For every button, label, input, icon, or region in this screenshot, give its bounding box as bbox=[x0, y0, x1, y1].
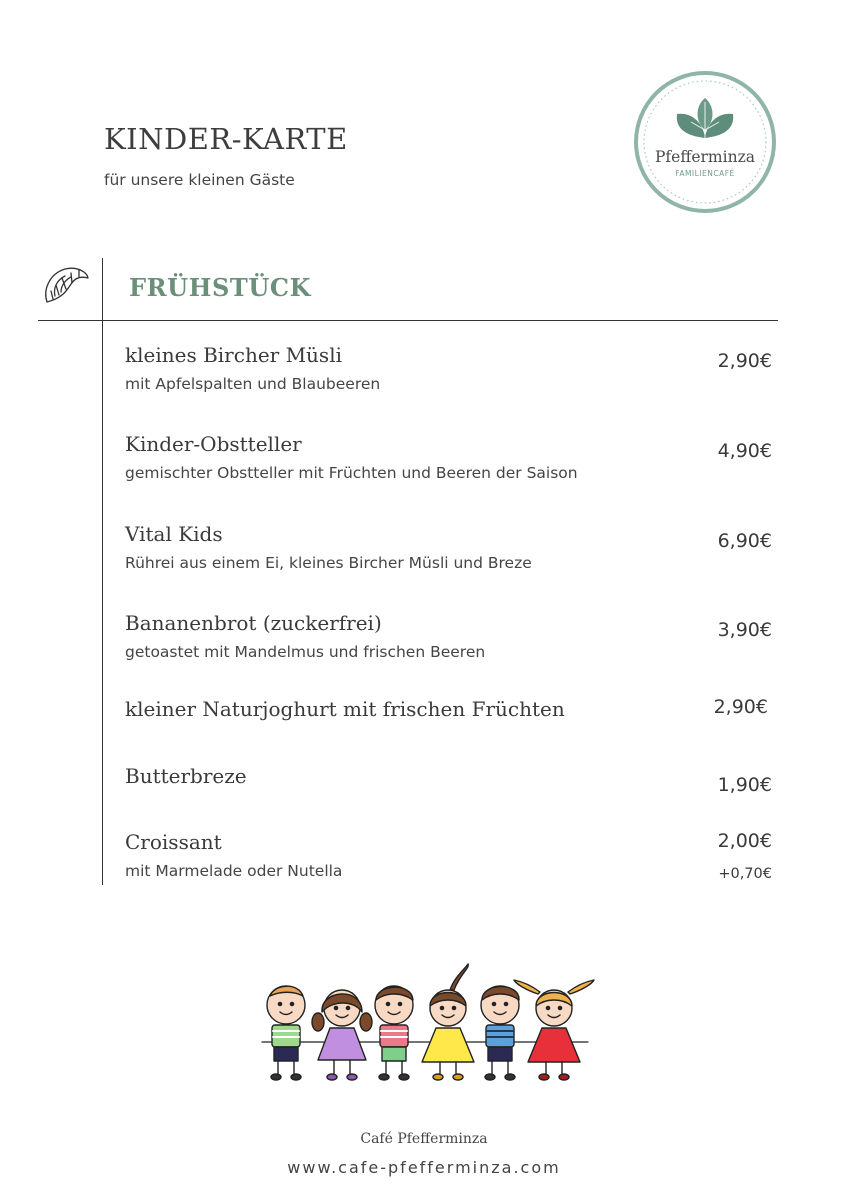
menu-item-price: 4,90€ bbox=[717, 440, 772, 462]
footer-website-link[interactable]: www.cafe-pfefferminza.com bbox=[287, 1158, 561, 1177]
menu-item-name: Kinder-Obstteller bbox=[125, 432, 302, 456]
menu-item-description: getoastet mit Mandelmus und frischen Beeren bbox=[125, 643, 486, 661]
menu-item-description: Rührei aus einem Ei, kleines Bircher Müsli und Breze bbox=[125, 554, 532, 572]
divider-horizontal bbox=[38, 320, 778, 321]
logo-name: Pfefferminza bbox=[655, 148, 755, 166]
footer-cafe-name: Café Pfefferminza bbox=[360, 1131, 488, 1147]
menu-item-price: 1,90€ bbox=[717, 774, 772, 796]
menu-item-extra-price: +0,70€ bbox=[718, 866, 772, 882]
menu-item-name: kleiner Naturjoghurt mit frischen Früchten bbox=[125, 697, 565, 721]
menu-item-price: 6,90€ bbox=[717, 530, 772, 552]
cafe-logo bbox=[633, 70, 777, 214]
menu-item-price: 2,00€ bbox=[717, 830, 772, 852]
section-title: FRÜHSTÜCK bbox=[129, 273, 312, 302]
menu-item-description: gemischter Obstteller mit Früchten und Beeren der Saison bbox=[125, 464, 578, 482]
menu-item-name: Vital Kids bbox=[125, 522, 223, 546]
menu-item-name: kleines Bircher Müsli bbox=[125, 343, 342, 367]
croissant-icon bbox=[41, 262, 91, 312]
menu-item-name: Butterbreze bbox=[125, 764, 247, 788]
menu-item-price: 3,90€ bbox=[717, 619, 772, 641]
page-title: KINDER-KARTE bbox=[104, 122, 348, 156]
menu-item-name: Croissant bbox=[125, 830, 222, 854]
divider-vertical bbox=[102, 258, 103, 885]
menu-item-description: mit Marmelade oder Nutella bbox=[125, 862, 343, 880]
menu-item-price: 2,90€ bbox=[713, 696, 768, 718]
logo-tagline: FAMILIENCAFÉ bbox=[675, 169, 735, 178]
menu-item-name: Bananenbrot (zuckerfrei) bbox=[125, 611, 382, 635]
children-holding-hands-illustration bbox=[250, 960, 600, 1090]
page-subtitle: für unsere kleinen Gäste bbox=[104, 171, 295, 189]
menu-item-price: 2,90€ bbox=[717, 350, 772, 372]
menu-item-description: mit Apfelspalten und Blaubeeren bbox=[125, 375, 381, 393]
